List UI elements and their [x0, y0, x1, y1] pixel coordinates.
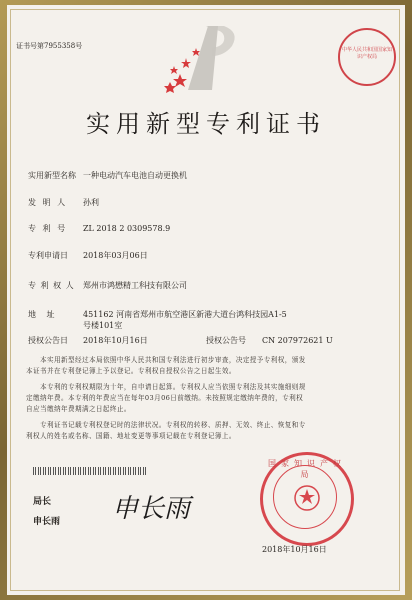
field-label-patent-no: 专 利 号 [28, 224, 68, 233]
field-value-grant-date: 2018年10月16日 [83, 336, 148, 345]
official-seal [260, 452, 354, 546]
field-value-address: 451162 河南省郑州市航空港区新港大道台鸿科技园A1-5 [83, 310, 287, 319]
cert-no: 7955358 [44, 42, 76, 50]
paragraph-line: 本专利的专利权期限为十年，自申请日起算。专利权人应当依照专利法及其实施细则规 [40, 383, 306, 391]
field-value-address-line2: 号楼101室 [83, 321, 123, 330]
corner-stamp [338, 28, 396, 86]
field-value-inventor: 孙利 [83, 198, 99, 207]
field-label-patentee: 专 利 权 人 [28, 281, 75, 290]
field-value-filing-date: 2018年03月06日 [83, 251, 148, 260]
director-title: 局长 [33, 497, 52, 507]
barcode [33, 467, 147, 475]
field-label-filing-date: 专利申请日 [28, 251, 68, 260]
paragraph-line: 自应当缴纳年费期满之日起终止。 [26, 405, 131, 413]
field-value-name: 一种电动汽车电池自动更换机 [83, 171, 187, 180]
cert-no-label: 证书号第 [16, 42, 44, 50]
field-value-patentee: 郑州市鸿懋精工科技有限公司 [83, 281, 187, 290]
field-label-grant-date: 授权公告日 [28, 336, 68, 345]
paragraph-line: 专利证书记载专利权登记时的法律状况。专利权的转移、质押、无效、终止、恢复和专 [40, 421, 306, 429]
director-name: 申长雨 [33, 517, 61, 527]
field-value-patent-no: ZL 2018 2 0309578.9 [83, 224, 171, 233]
patent-office-emblem [160, 12, 250, 102]
field-label-inventor: 发 明 人 [28, 198, 68, 207]
paragraph-line: 本证书并在专利登记簿上予以登记。专利权自授权公告之日起生效。 [26, 367, 236, 375]
seal-date: 2018年10月16日 [262, 545, 327, 554]
field-label-address: 地 址 [28, 310, 59, 319]
field-label-pub-no: 授权公告号 [206, 336, 246, 345]
paragraph-line: 利权人的姓名或名称、国籍、地址变更等事项记载在专利登记簿上。 [26, 432, 236, 440]
paragraph-line: 定缴纳年费。本专利的年费应当在每年03月06日前缴纳。未按照规定缴纳年费的，专利权 [26, 394, 304, 402]
director-signature: 申长雨 [112, 494, 191, 524]
corner-stamp-text: 中华人民共和国国家知识产权局 [341, 47, 392, 60]
cert-no-suffix: 号 [75, 42, 83, 50]
national-emblem-icon [292, 483, 322, 513]
certificate-title: 实用新型专利证书 [86, 110, 326, 138]
field-label-name: 实用新型名称 [28, 171, 76, 180]
field-value-pub-no: CN 207972621 U [262, 336, 333, 345]
seal-text: 国家知识产权局 [268, 459, 346, 479]
certificate-number [16, 41, 82, 52]
paragraph-line: 本实用新型经过本局依照中华人民共和国专利法进行初步审查，决定授予专利权，颁发 [40, 356, 306, 364]
